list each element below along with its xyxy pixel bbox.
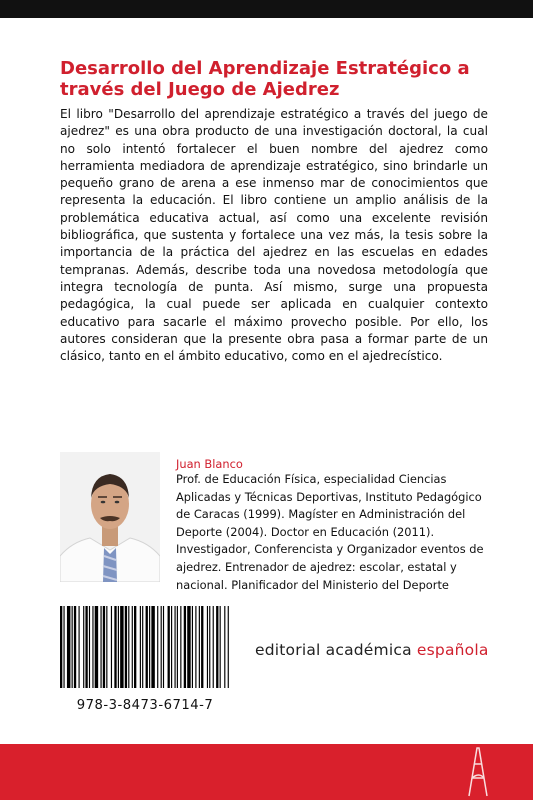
barcode-bar bbox=[67, 606, 70, 688]
barcode-bar bbox=[192, 606, 193, 688]
barcode-bar bbox=[174, 606, 175, 688]
barcode-bar bbox=[220, 606, 221, 688]
barcode bbox=[60, 606, 230, 688]
barcode-bar bbox=[228, 606, 229, 688]
barcode-bar bbox=[79, 606, 80, 688]
barcode-bar bbox=[92, 606, 93, 688]
book-description: El libro "Desarrollo del aprendizaje estratégico a través del juego de ajedrez" es una obra producto de una investigación doctoral, la cual no solo intentó fortalecer el buen nombre del ajedrez como herramienta mediadora de aprendizaje estratégico, sino brindarle un pequeño grano de arena a ese inmenso mar de conocimientos que representa la educación. El libro contiene un amplio análisis de la problemática educativa actual, así como una excelente revisión bibliográfica, que sustenta y fortalece una vez más, la tesis sobre la importancia de la práctica del ajedrez en las escuelas en edades tempranas. Además, describe toda una novedosa metodología que integra tecnología de punta. Así mismo, surge una propuesta pedagógica, la cual puede ser aplicada en cualquier contexto educativo para sacarle el máximo provecho posible. Por ello, los autores consideran que la presente obra pasa a formar parte de un clásico, tanto en el ámbito educativo, como en el ajedrecístico. bbox=[60, 107, 488, 364]
barcode-bar bbox=[95, 606, 98, 688]
barcode-bar bbox=[74, 606, 76, 688]
barcode-bar bbox=[216, 606, 218, 688]
barcode-bar bbox=[199, 606, 200, 688]
barcode-bar bbox=[83, 606, 84, 688]
barcode-bar bbox=[224, 606, 225, 688]
barcode-bar bbox=[134, 606, 136, 688]
publisher-name bbox=[255, 641, 489, 659]
barcode-bar bbox=[132, 606, 133, 688]
isbn-number: 978-3-8473-6714-7 bbox=[76, 698, 214, 713]
barcode-bar bbox=[161, 606, 162, 688]
barcode-bar bbox=[146, 606, 148, 688]
barcode-bar bbox=[151, 606, 154, 688]
barcode-bar bbox=[63, 606, 64, 688]
barcode-bar bbox=[72, 606, 73, 688]
book-title: Desarrollo del Aprendizaje Estratégico a través del Juego de Ajedrez bbox=[60, 58, 470, 100]
barcode-bar bbox=[125, 606, 127, 688]
author-name: Juan Blanco bbox=[176, 457, 243, 471]
barcode-bar bbox=[157, 606, 158, 688]
publisher-name-part1: editorial académica bbox=[255, 641, 417, 659]
barcode-bar bbox=[207, 606, 208, 688]
barcode-bar bbox=[120, 606, 123, 688]
barcode-bar bbox=[195, 606, 196, 688]
barcode-bar bbox=[89, 606, 90, 688]
publisher-tower-logo-icon bbox=[455, 746, 503, 798]
barcode-bar bbox=[209, 606, 210, 688]
author-photo bbox=[60, 452, 160, 582]
barcode-bar bbox=[149, 606, 150, 688]
barcode-bar bbox=[184, 606, 186, 688]
barcode-bar bbox=[171, 606, 172, 688]
barcode-bar bbox=[85, 606, 87, 688]
barcode-bar bbox=[128, 606, 129, 688]
publisher-name-accent: española bbox=[416, 641, 489, 659]
barcode-bar bbox=[100, 606, 101, 688]
barcode-bar bbox=[180, 606, 181, 688]
bottom-band bbox=[0, 744, 533, 800]
barcode-bar bbox=[177, 606, 178, 688]
barcode-bar bbox=[213, 606, 214, 688]
barcode-bar bbox=[140, 606, 141, 688]
author-bio: Prof. de Educación Física, especialidad Ciencias Aplicadas y Técnicas Deportivas, Instituto Pedagógico de Caracas (1999). Magíster en Administración del Deporte (2004). Doctor en Educación (2011). Investigador, Conferencista y Organizador eventos de ajedrez. Entrenador de ajedrez: escolar, estatal y nacional. Planificador del Ministerio del Deporte bbox=[176, 472, 484, 592]
top-bar bbox=[0, 0, 533, 18]
barcode-bar bbox=[118, 606, 119, 688]
barcode-bar bbox=[114, 606, 116, 688]
barcode-bar bbox=[187, 606, 190, 688]
barcode-bar bbox=[103, 606, 105, 688]
barcode-bar bbox=[60, 606, 62, 688]
barcode-bar bbox=[168, 606, 170, 688]
barcode-bar bbox=[106, 606, 107, 688]
barcode-bar bbox=[111, 606, 112, 688]
barcode-bar bbox=[163, 606, 164, 688]
barcode-bar bbox=[201, 606, 203, 688]
barcode-bar bbox=[142, 606, 143, 688]
